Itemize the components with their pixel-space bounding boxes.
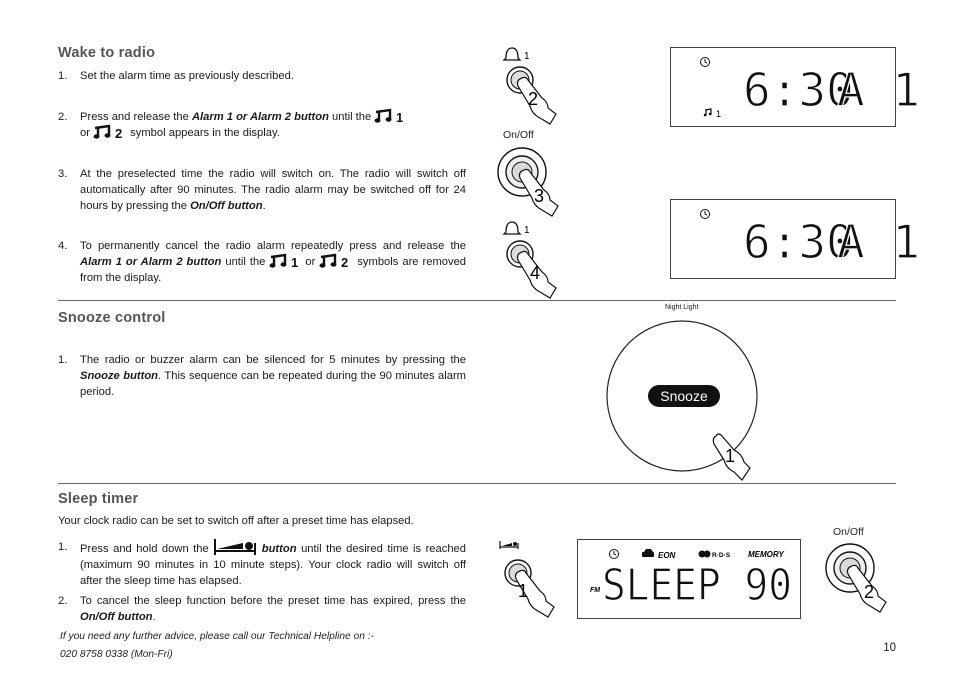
music-note-1-icon <box>269 254 301 271</box>
step-text: until the <box>328 111 375 123</box>
step-text: symbol appears in the display. <box>130 127 280 140</box>
step-label: 1 <box>725 446 736 466</box>
step-text: Set the alarm time as previously described. <box>80 70 294 82</box>
lcd-display-alarm-off <box>670 199 921 279</box>
alarm-label: 1 <box>524 51 530 62</box>
step-number: 3. <box>58 168 68 180</box>
step-label: 1 <box>518 581 529 601</box>
music-note-icon <box>704 109 712 116</box>
bed-icon <box>500 541 518 549</box>
wake-step-2 <box>58 109 466 141</box>
step-text: To permanently cancel the radio alarm repeatedly press and release the <box>80 240 466 252</box>
rds-indicator: R·D·S <box>712 552 731 559</box>
night-light-label: Night Light <box>665 304 699 311</box>
onoff-button-illustration-2 <box>824 540 900 620</box>
clock-icon <box>701 210 710 219</box>
sleep-heading: Sleep timer <box>58 491 139 507</box>
step-number: 1. <box>58 541 68 553</box>
step-text: . This sequence can be repeated during the 90 minutes alarm period. <box>80 370 466 399</box>
snooze-heading: Snooze control <box>58 310 166 326</box>
step-text: symbols are removed from the display. <box>80 256 467 285</box>
snooze-button-ref: Snooze button <box>80 370 159 383</box>
step-number: 2. <box>58 111 68 123</box>
onoff-label: On/Off <box>503 129 534 141</box>
snooze-illustration <box>604 312 764 484</box>
alarm-label: 1 <box>524 225 530 236</box>
section-divider <box>58 483 896 484</box>
memory-indicator: MEMORY <box>748 550 784 559</box>
step-label: 4 <box>530 263 541 283</box>
alarm-button-ref: Alarm 1 or Alarm 2 button <box>191 111 329 123</box>
wake-heading: Wake to radio <box>58 45 156 61</box>
lcd-alarm: A 1 <box>837 63 921 117</box>
lcd-display-sleep <box>577 539 801 619</box>
note-number: 2 <box>115 126 123 142</box>
lcd-display-alarm-on <box>670 47 921 127</box>
sleep-button-illustration <box>494 535 560 619</box>
lcd-note-number: 1 <box>716 109 722 119</box>
step-text: . <box>262 200 266 213</box>
alarm-button-illustration <box>496 44 566 128</box>
snooze-button-label: Snooze <box>660 388 708 404</box>
step-text: or <box>80 127 94 140</box>
fm-indicator: FM <box>590 587 601 594</box>
sleep-step-2 <box>58 593 466 625</box>
step-text: until the <box>221 256 270 269</box>
step-number: 1. <box>58 354 68 366</box>
sleep-step-1 <box>58 539 466 590</box>
step-label: 2 <box>864 582 875 602</box>
alarm-button-ref: Alarm 1 or Alarm 2 button <box>80 256 222 269</box>
step-number: 1. <box>58 70 68 82</box>
step-text: At the preselected time the radio will switch on. The radio will switch off automatically after 90 minutes. The radio alarm may be switched off for 24 hours by pressing the <box>80 168 466 213</box>
section-divider <box>58 300 896 301</box>
clock-icon <box>610 550 619 559</box>
car-icon <box>642 549 654 557</box>
music-note-1-icon <box>374 109 406 123</box>
note-number: 1 <box>291 255 299 271</box>
step-number: 2. <box>58 595 68 607</box>
eon-indicator: EON <box>658 551 676 560</box>
step-label: 3 <box>534 186 545 206</box>
step-text: until the desired time is reached (maximum 90 minutes in 10 minute steps). Your clock radio will switch off after the sleep time has elapsed. <box>80 543 467 588</box>
helpline-number: 020 8758 0338 (Mon-Fri) <box>60 649 173 660</box>
lcd-alarm: A 1 <box>837 215 921 269</box>
step-text: or <box>305 256 320 269</box>
step-label: 2 <box>528 89 539 109</box>
sleep-intro: Your clock radio can be set to switch off after a preset time has elapsed. <box>58 515 414 527</box>
step-text: To cancel the sleep function before the preset time has expired, press the <box>80 595 466 607</box>
alarm-button-illustration-2 <box>496 218 566 302</box>
lcd-sleep-text: SLEEP 90 <box>602 560 792 611</box>
helpline-text: If you need any further advice, please call our Technical Helpline on :- <box>60 631 374 642</box>
bed-icon <box>213 539 257 555</box>
sleep-button-ref: button <box>261 543 297 555</box>
bell-icon <box>504 48 520 60</box>
music-note-2-icon <box>93 125 127 142</box>
note-number: 2 <box>341 255 349 271</box>
rds-icon <box>699 551 711 558</box>
lcd-time: 6:30 <box>743 215 854 269</box>
step-text: Press and hold down the <box>80 543 214 555</box>
bell-icon <box>504 222 520 234</box>
onoff-label: On/Off <box>833 526 864 538</box>
page-number: 10 <box>883 642 896 654</box>
onoff-button-ref: On/Off button <box>80 611 153 624</box>
step-text: The radio or buzzer alarm can be silenced for 5 minutes by pressing the <box>80 354 466 366</box>
note-number: 1 <box>396 110 404 125</box>
onoff-button-ref: On/Off button <box>190 200 263 213</box>
step-text: . <box>152 611 156 624</box>
wake-step-3 <box>58 166 466 215</box>
music-note-2-icon <box>319 254 353 271</box>
onoff-button-illustration <box>496 144 566 220</box>
lcd-time: 6:30 <box>743 63 854 117</box>
wake-step-4 <box>58 238 466 287</box>
snooze-step-1 <box>58 352 466 401</box>
wake-step-1 <box>58 68 466 84</box>
step-text: Press and release the <box>80 111 192 123</box>
clock-icon <box>701 58 710 67</box>
step-number: 4. <box>58 240 68 252</box>
